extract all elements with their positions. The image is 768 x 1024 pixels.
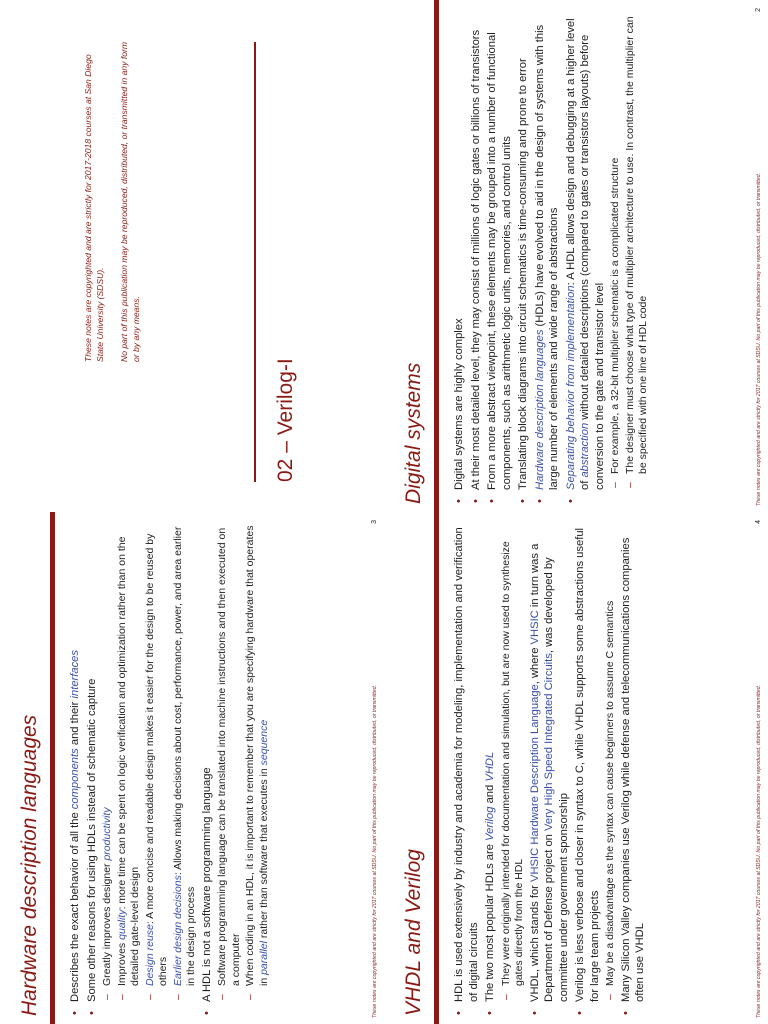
highlight-term: interfaces bbox=[69, 649, 81, 699]
bullet-text: in turn was a Department of Defense project on bbox=[528, 543, 555, 1002]
slide-title: Digital systems bbox=[398, 0, 439, 512]
bullet-text: : A HDL allows design and debugging at a higher level of bbox=[564, 18, 591, 490]
sub-bullet-item: – The designer must choose what type of multiplier architecture to use. In contrast, the multiplier can be specified with one line of HDL code bbox=[624, 12, 651, 504]
highlight-term: sequence bbox=[257, 719, 270, 766]
sub-bullet-item: – For example, a 32-bit multiplier schematic is a complicated structure bbox=[609, 12, 623, 504]
highlight-term: abstraction bbox=[579, 422, 591, 478]
sub-bullet-item bbox=[244, 524, 271, 1016]
sub-bullet-item: – They were originally intended for documentation and simulation, but are now used to synthesize gates directly from the HDL bbox=[500, 524, 527, 1016]
bullet-text: , was developed by committee under government sponsorship bbox=[543, 557, 570, 1002]
sub-bullet-item bbox=[172, 524, 199, 1016]
bullet-item bbox=[533, 12, 562, 504]
bullet-text: Describes the exact behavior of all the bbox=[69, 809, 81, 1002]
highlight-term: VHDL bbox=[484, 751, 496, 782]
bullet-text: When coding in an HDL, it is important to remember that you are specifying hardware that operates in bbox=[244, 525, 270, 986]
bullet-text: : A more concise and readable design makes it easier for the design to be reused by others bbox=[143, 533, 169, 986]
title-rule bbox=[254, 42, 256, 482]
copyright-note: These notes are copyrighted and are strictly for 2017-2018 courses at San Diego State University (SDSU). bbox=[83, 54, 105, 362]
slide-body bbox=[452, 12, 652, 504]
bullet-text: Improves bbox=[115, 939, 128, 986]
highlight-term: quality bbox=[115, 909, 128, 940]
highlight-term: VHSIC Hardware Description Language bbox=[528, 684, 541, 882]
distribution-note: No part of this publication may be reproduced, distributed, or transmitted in any form or by any means. bbox=[119, 41, 141, 362]
highlight-term: Earlier design decisions bbox=[171, 875, 184, 986]
slide-footer: These notes are copyrighted and are strictly for 2017 courses at SDSU. No part of this publication may be reproduced, distributed, or transmitted. bbox=[372, 684, 378, 1018]
bullet-text: Greatly improves designer bbox=[101, 860, 113, 986]
highlight-term: Hardware description languages bbox=[533, 329, 546, 490]
highlight-term: Very High Speed Integrated Circuits bbox=[543, 653, 555, 831]
bullet-text: The two most popular HDLs are bbox=[484, 840, 496, 1002]
bullet-item bbox=[483, 524, 498, 1016]
highlight-term: VHSIC bbox=[528, 610, 541, 645]
bullet-item: • Many Silicon Valley companies use Verilog while defense and telecommunications companies often use VHDL bbox=[619, 524, 648, 1016]
sub-bullet-item bbox=[101, 524, 115, 1016]
bullet-item: • Some other reasons for using HDLs instead of schematic capture bbox=[85, 524, 100, 1016]
bullet-text: VHDL, which stands for bbox=[528, 881, 541, 1002]
slide-title: VHDL and Verilog bbox=[398, 512, 439, 1024]
highlight-term: Separating behavior from implementation bbox=[564, 285, 577, 490]
bullet-text: : more time can be spent on logic verification and optimization rather than on the detailed gate-level design bbox=[115, 536, 141, 986]
slide-title: Hardware description languages bbox=[14, 512, 55, 1024]
bullet-item: • Translating block diagrams into circuit schematics is time-consuming and prone to error bbox=[516, 12, 531, 504]
highlight-term: components bbox=[69, 748, 81, 810]
bullet-text: and bbox=[484, 781, 496, 807]
bullet-text: without detailed descriptions (compared to gates or transistors layouts) before conversion to the gate and transistor level bbox=[579, 34, 606, 490]
slide-3-hdl bbox=[0, 512, 384, 1024]
slide-body bbox=[68, 524, 272, 1016]
bullet-text: rather than software that executes in bbox=[257, 765, 270, 942]
highlight-term: productivity bbox=[101, 807, 113, 861]
bullet-item: • HDL is used extensively by industry and academia for modeling, implementation and verification of digital circuits bbox=[452, 524, 481, 1016]
slide-4-vhdl-verilog bbox=[384, 512, 768, 1024]
bullet-text: : Allows making decisions about cost, performance, power, and area earlier in the design process bbox=[171, 526, 197, 986]
bullet-item bbox=[564, 12, 608, 504]
bullet-text: and their bbox=[69, 698, 81, 749]
sub-bullet-item bbox=[144, 524, 171, 1016]
slide-footer: These notes are copyrighted and are strictly for 2017 courses at SDSU. No part of this publication may be reproduced, distributed, or transmitted. bbox=[756, 172, 762, 506]
slide-2-digital-systems bbox=[384, 0, 768, 512]
bullet-item: • From a more abstract viewpoint, these elements may be grouped into a number of functional components, such as arithmetic logic units, memories, and control units bbox=[485, 12, 514, 504]
sub-bullet-item bbox=[116, 524, 143, 1016]
bullet-text: , where bbox=[528, 644, 541, 685]
cover-title: 02 – Verilog-I bbox=[274, 358, 297, 482]
bullet-item bbox=[528, 524, 572, 1016]
slide-footer: These notes are copyrighted and are strictly for 2017 courses at SDSU. No part of this publication may be reproduced, distributed, or transmitted. bbox=[756, 684, 762, 1018]
slide-1-cover bbox=[0, 0, 384, 512]
highlight-term: Verilog bbox=[484, 806, 496, 841]
bullet-item: • A HDL is not a software programming language bbox=[200, 524, 215, 1016]
page-number: 4 bbox=[755, 520, 762, 524]
page-number: 3 bbox=[371, 520, 378, 524]
bullet-item: • Verilog is less verbose and closer in syntax to C, while VHDL supports some abstractions useful for large team projects bbox=[573, 524, 602, 1016]
highlight-term: parallel bbox=[257, 941, 270, 975]
bullet-item bbox=[68, 524, 83, 1016]
sub-bullet-item: – May be a disadvantage as the syntax can cause beginners to assume C semantics bbox=[604, 524, 618, 1016]
bullet-item: • At their most detailed level, they may consist of millions of logic gates or billions of transistors bbox=[469, 12, 484, 504]
sub-bullet-item: – Software programming language can be translated into machine instructions and then executed on a computer bbox=[216, 524, 243, 1016]
highlight-term: Design reuse bbox=[143, 924, 156, 986]
slide-body bbox=[452, 524, 650, 1016]
bullet-text: (HDLs) have evolved to aid in the design of systems with this large number of elements and wide range of abstractions bbox=[533, 24, 560, 490]
bullet-item: • Digital systems are highly complex bbox=[452, 12, 467, 504]
page-number: 2 bbox=[755, 8, 762, 12]
